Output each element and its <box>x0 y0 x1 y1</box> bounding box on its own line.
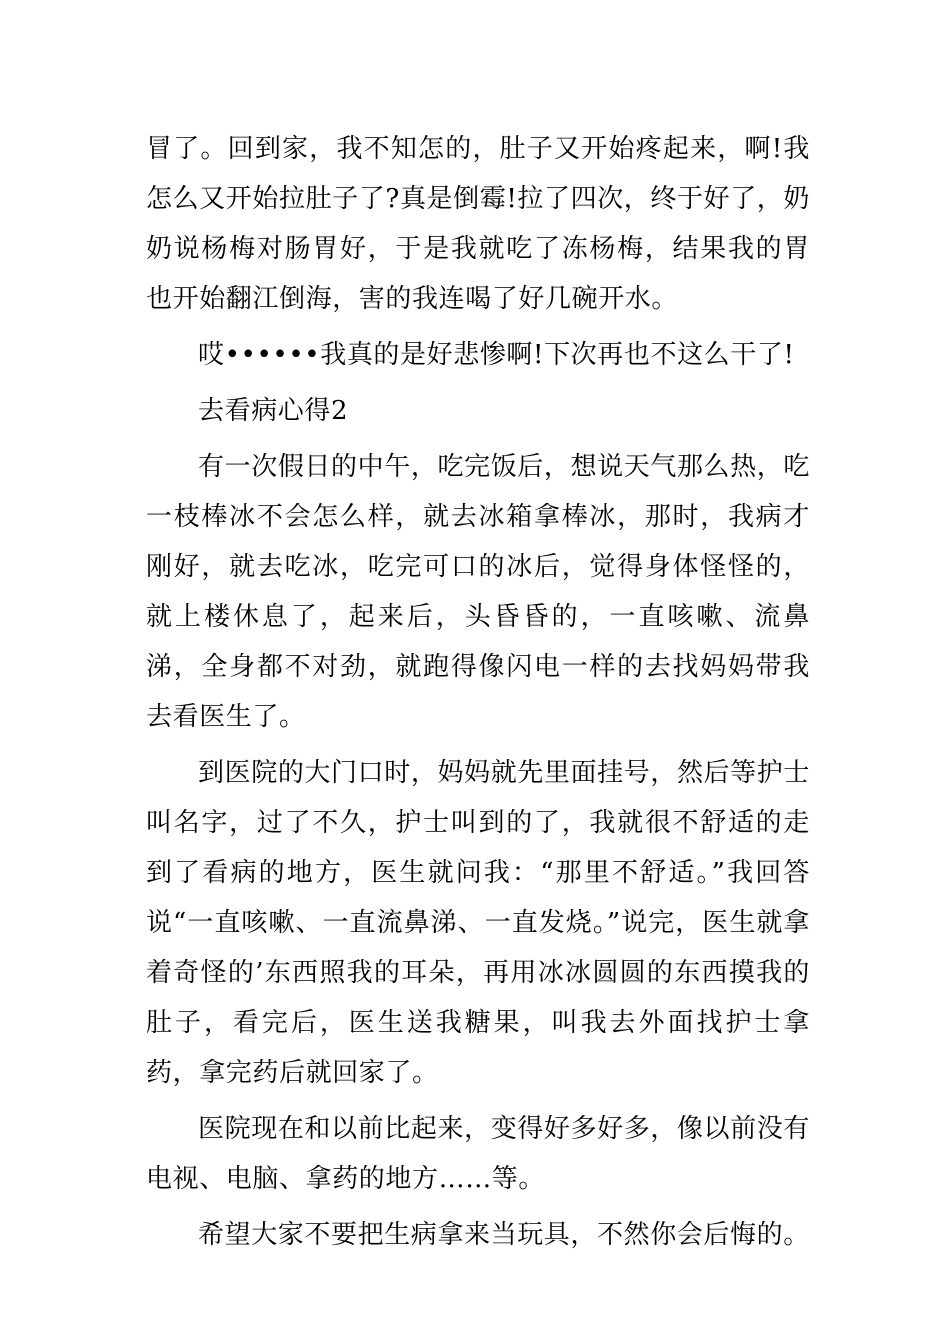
paragraph-4: 到医院的大门口时，妈妈就先里面挂号，然后等护士叫名字，过了不久，护士叫到的了，我就很不舒适的走到了看病的地方，医生就问我：“那里不舒适。”我回答说“一直咳嗽、一直流鼻涕、一直发烧。”说完，医生就拿着奇怪的’东西照我的耳朵，再用冰冰圆圆的东西摸我的肚子，看完后，医生送我糖果，叫我去外面找护士拿药，拿完药后就回家了。 <box>146 758 810 1088</box>
paragraph-3: 有一次假日的中午，吃完饭后，想说天气那么热，吃一枝棒冰不会怎么样，就去冰箱拿棒冰，那时，我病才刚好，就去吃冰，吃完可口的冰后，觉得身体怪怪的，就上楼休息了，起来后，头昏昏的，一直咳嗽、流鼻涕，全身都不对劲，就跑得像闪电一样的去找妈妈带我去看医生了。 <box>146 452 810 732</box>
paragraph-2: 哎••••••我真的是好悲惨啊!下次再也不这么干了! <box>198 340 795 370</box>
paragraph-6: 希望大家不要把生病拿来当玩具，不然你会后悔的。 <box>198 1220 810 1250</box>
paragraph-5: 医院现在和以前比起来，变得好多好多，像以前没有电视、电脑、拿药的地方……等。 <box>146 1114 810 1194</box>
section-heading: 去看病心得2 <box>198 396 349 426</box>
document-body <box>146 124 810 1266</box>
paragraph-1: 冒了。回到家，我不知怎的，肚子又开始疼起来，啊!我怎么又开始拉肚子了?真是倒霉!拉了四次，终于好了，奶奶说杨梅对肠胃好，于是我就吃了冻杨梅，结果我的胃也开始翻江倒海，害的我连喝了好几碗开水。 <box>146 134 810 314</box>
